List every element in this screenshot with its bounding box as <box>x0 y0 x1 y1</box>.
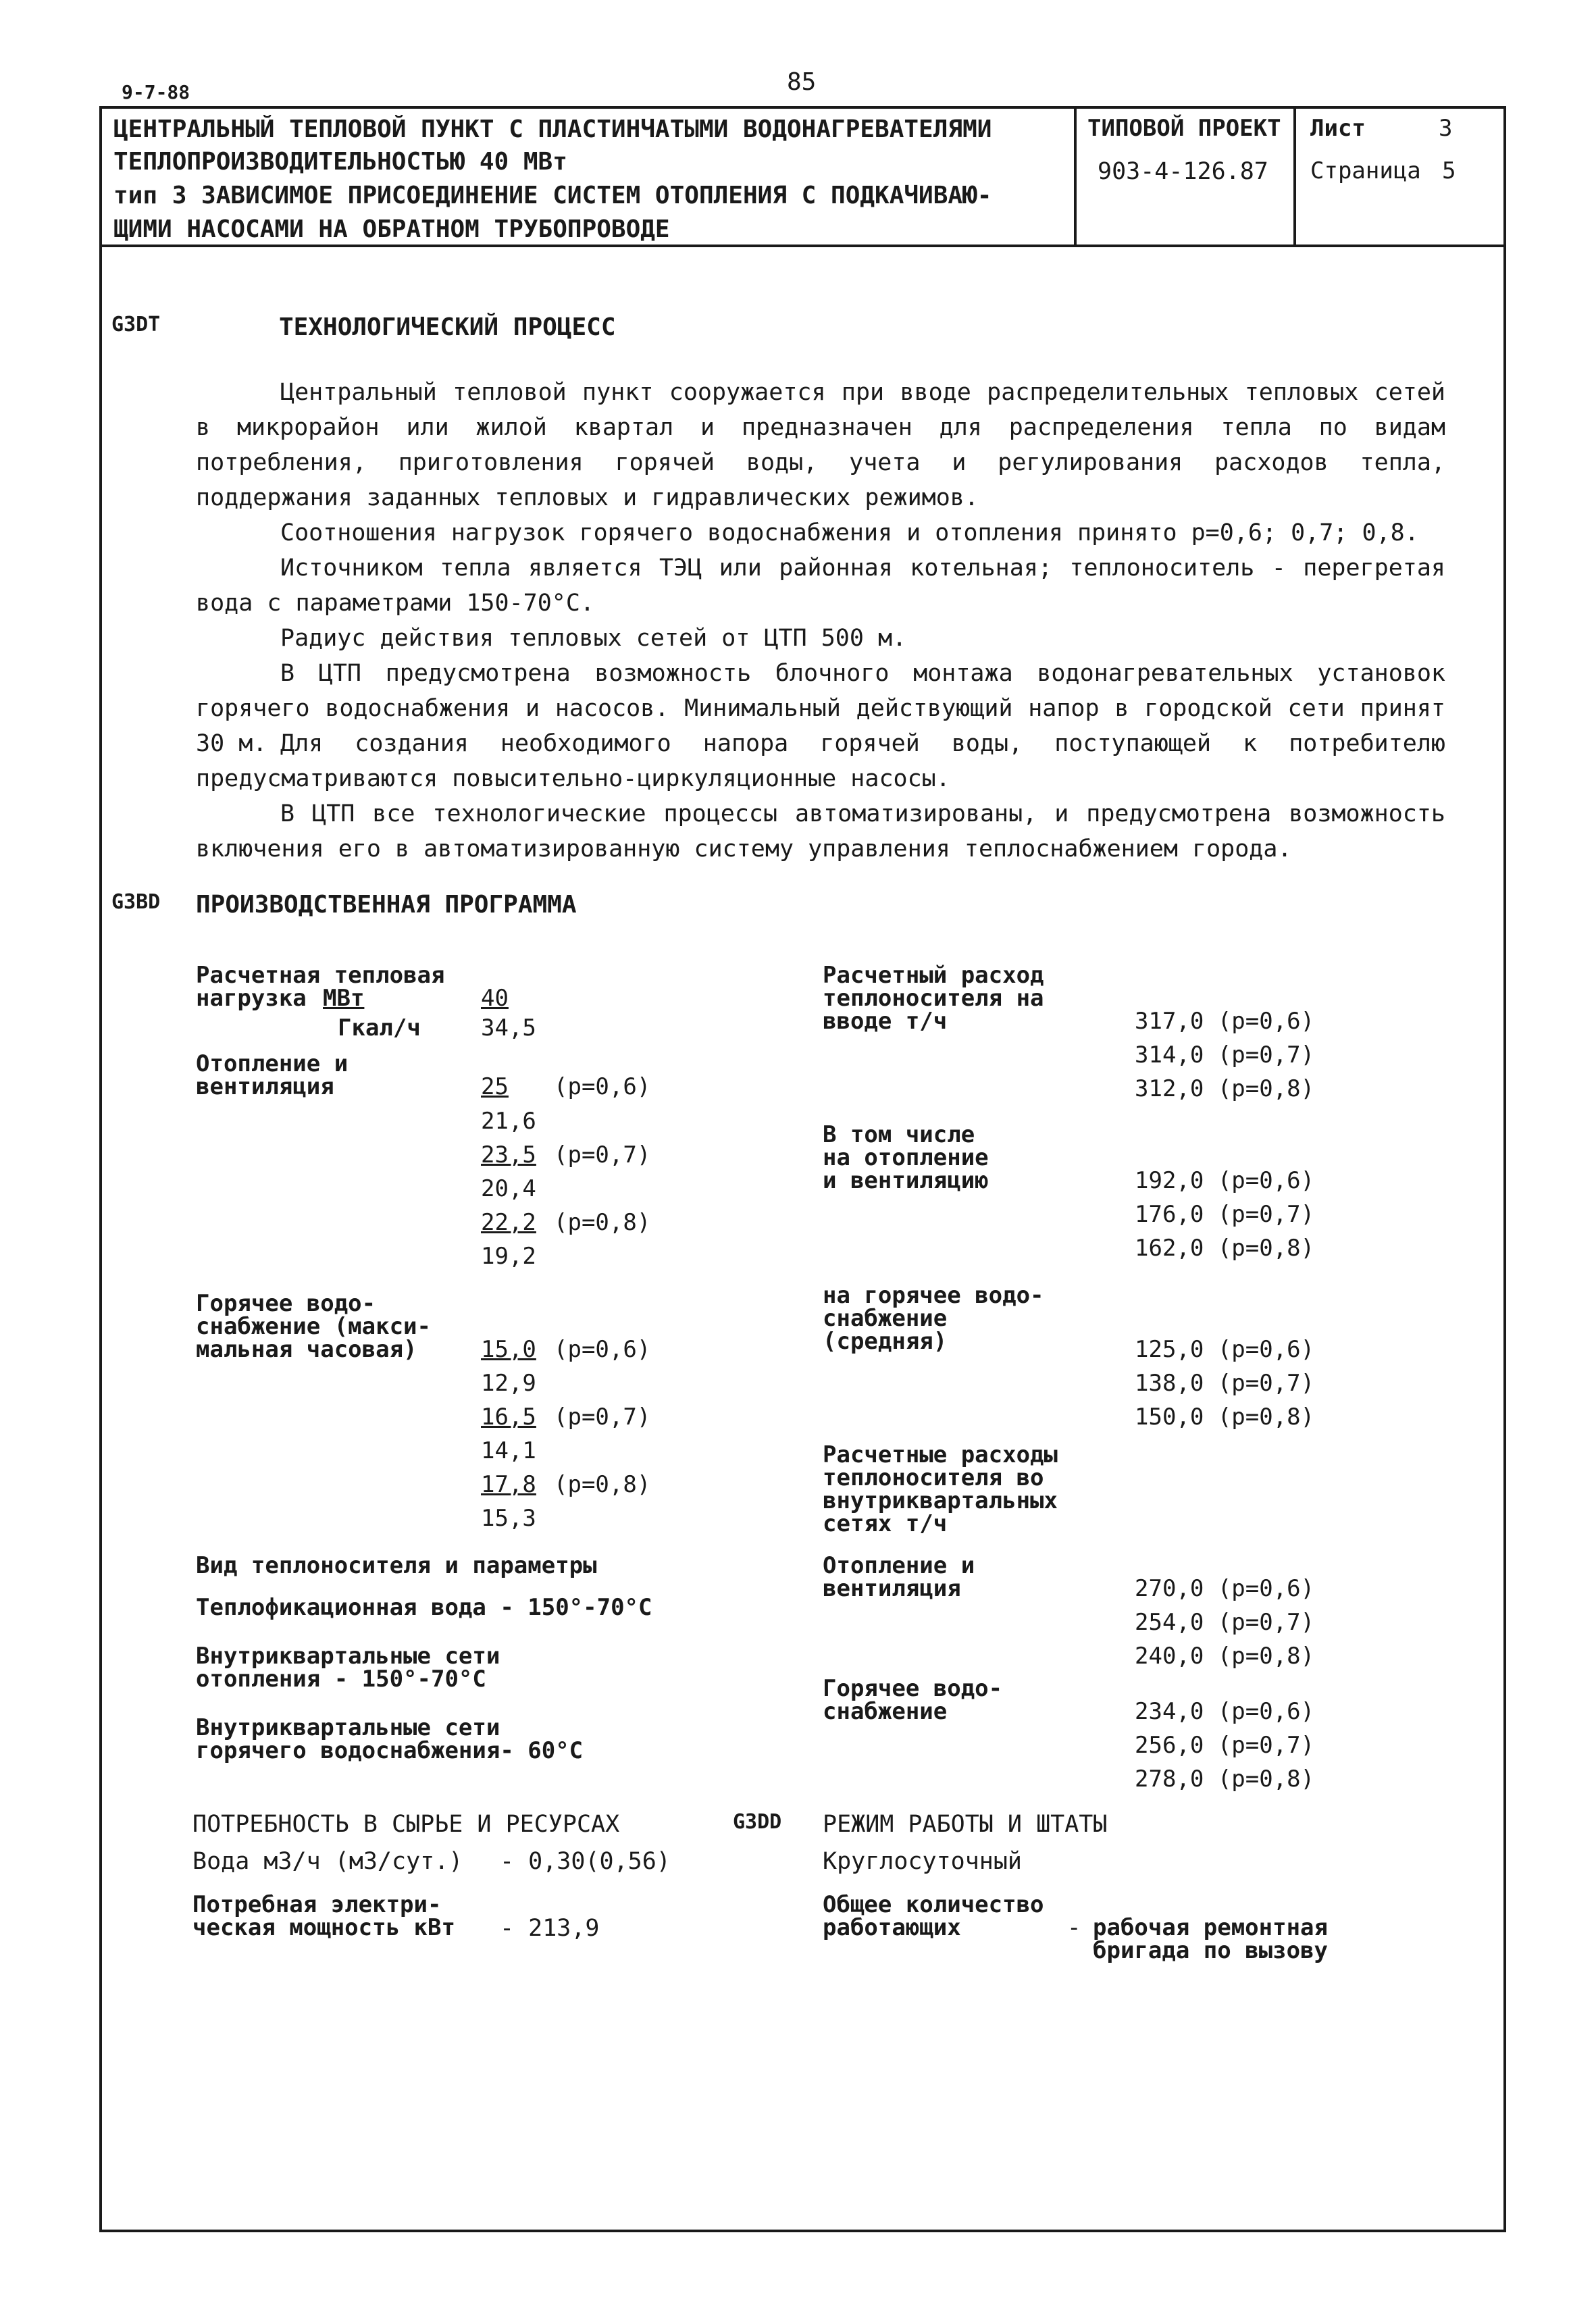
r-hw-value-1: 125,0 (р=0,6) <box>1135 1336 1315 1363</box>
carrier-1: Теплофикационная вода - 150°-70°С <box>196 1594 652 1621</box>
staff-value-2: бригада по вызову <box>1093 1937 1328 1964</box>
paragraph-7: В ЦТП все технологические процессы автоматизированы, и предусмотрена возможность включения его в автоматизированную систему управления теплоснабжением города. <box>196 800 1445 863</box>
carrier-2a: Внутриквартальные сети <box>196 1643 500 1670</box>
heating-gcal-1: 21,6 <box>481 1108 536 1135</box>
load-label-1: Расчетная тепловая <box>196 962 445 989</box>
page-value: 5 <box>1442 157 1456 184</box>
page-label: Страница <box>1310 157 1421 184</box>
heating-label-2: вентиляция <box>196 1073 334 1100</box>
net-label-4: сетях т/ч <box>823 1510 948 1537</box>
water-label: Вода м3/ч (м3/сут.) <box>192 1848 463 1875</box>
title-line-2: ТЕПЛОПРОИЗВОДИТЕЛЬНОСТЬЮ 40 МВт <box>113 148 567 176</box>
staff-label-1: Общее количество <box>823 1891 1044 1918</box>
paragraph-6: Для создания необходимого напора горячей воды, поступающей к потребителю предусматриваются повысительно-циркуляционные насосы. <box>196 730 1445 792</box>
title-block-vline-2 <box>1293 106 1296 246</box>
hw-gcal-3: 15,3 <box>481 1505 536 1532</box>
r-hw-label-3: (средняя) <box>823 1328 948 1355</box>
net-heat-label-2: вентиляция <box>823 1575 961 1602</box>
document-code: 9-7-88 <box>122 81 190 103</box>
incl-label-3: и вентиляцию <box>823 1167 989 1194</box>
incl-label-1: В том числе <box>823 1121 975 1148</box>
value-gcal: 34,5 <box>481 1014 536 1042</box>
inlet-label-2: теплоносителя на <box>823 985 1044 1012</box>
power-label-2: ческая мощность кВт <box>192 1914 455 1941</box>
sheet-label: Лист <box>1310 115 1366 142</box>
section3-code: G3DD <box>733 1810 782 1834</box>
net-heat-value-1: 270,0 (р=0,6) <box>1135 1575 1315 1602</box>
power-value: - 213,9 <box>500 1915 600 1942</box>
carrier-heading: Вид теплоносителя и параметры <box>196 1552 597 1579</box>
hw-label-2: снабжение (макси- <box>196 1313 431 1340</box>
incl-value-2: 176,0 (р=0,7) <box>1135 1201 1315 1228</box>
hw-label-3: мальная часовая) <box>196 1336 417 1363</box>
power-label-1: Потребная электри- <box>192 1891 442 1918</box>
heating-mw-2: 23,5 <box>481 1141 536 1168</box>
net-heat-value-3: 240,0 (р=0,8) <box>1135 1643 1315 1670</box>
inlet-label-1: Расчетный расход <box>823 962 1044 989</box>
inlet-value-3: 312,0 (р=0,8) <box>1135 1075 1315 1102</box>
heating-p-1: (р=0,6) <box>554 1073 651 1100</box>
heating-mw-1: 25 <box>481 1073 509 1100</box>
net-heat-label-1: Отопление и <box>823 1552 975 1579</box>
heating-mw-3: 22,2 <box>481 1209 536 1236</box>
page-number: 85 <box>787 68 817 96</box>
section1-code: G3DT <box>111 313 161 336</box>
hw-p-2: (р=0,7) <box>554 1404 651 1431</box>
section2-code: G3BD <box>111 890 161 914</box>
resources-heading: ПОТРЕБНОСТЬ В СЫРЬЕ И РЕСУРСАХ <box>192 1811 620 1838</box>
hw-p-1: (р=0,6) <box>554 1336 651 1363</box>
r-hw-label-2: снабжение <box>823 1305 948 1332</box>
heating-p-3: (р=0,8) <box>554 1209 651 1236</box>
staff-dash: - <box>1067 1914 1081 1941</box>
inlet-value-2: 314,0 (р=0,7) <box>1135 1042 1315 1069</box>
hw-mw-3: 17,8 <box>481 1471 536 1498</box>
incl-label-2: на отопление <box>823 1144 989 1171</box>
paragraph-1: Центральный тепловой пункт сооружается при вводе распределительных тепловых сетей в микрорайон или жилой квартал и предназначен для распределения тепла по видам потребления, приготовления горячей воды, учета и регулирования расходов тепла, поддержания заданных тепловых и гидравлических режимов. <box>196 379 1445 511</box>
title-line-4: ЩИМИ НАСОСАМИ НА ОБРАТНОМ ТРУБОПРОВОДЕ <box>113 215 670 243</box>
hw-p-3: (р=0,8) <box>554 1471 651 1498</box>
carrier-3b: горячего водоснабжения- 60°С <box>196 1737 584 1764</box>
heating-gcal-2: 20,4 <box>481 1175 536 1202</box>
title-line-1: ЦЕНТРАЛЬНЫЙ ТЕПЛОВОЙ ПУНКТ С ПЛАСТИНЧАТЫМИ ВОДОНАГРЕВАТЕЛЯМИ <box>113 115 992 143</box>
sheet-value: 3 <box>1439 115 1453 142</box>
section3-heading: РЕЖИМ РАБОТЫ И ШТАТЫ <box>823 1811 1108 1838</box>
project-number: 903-4-126.87 <box>1098 158 1268 185</box>
water-value: - 0,30(0,56) <box>500 1848 671 1875</box>
hw-gcal-2: 14,1 <box>481 1437 536 1464</box>
section2-heading: ПРОИЗВОДСТВЕННАЯ ПРОГРАММА <box>196 891 577 919</box>
incl-value-3: 162,0 (р=0,8) <box>1135 1235 1315 1262</box>
title-line-3: тип 3 ЗАВИСИМОЕ ПРИСОЕДИНЕНИЕ СИСТЕМ ОТОПЛЕНИЯ С ПОДКАЧИВАЮ- <box>113 182 992 209</box>
carrier-3a: Внутриквартальные сети <box>196 1714 500 1741</box>
net-label-3: внутриквартальных <box>823 1487 1058 1514</box>
r-hw-value-3: 150,0 (р=0,8) <box>1135 1404 1315 1431</box>
net-label-1: Расчетные расходы <box>823 1441 1058 1468</box>
heating-label-1: Отопление и <box>196 1050 349 1077</box>
title-block-vline-1 <box>1074 106 1077 246</box>
hw-label-1: Горячее водо- <box>196 1290 376 1317</box>
load-label-2: нагрузка <box>196 985 307 1012</box>
work-mode: Круглосуточный <box>823 1848 1023 1875</box>
paragraph-5: В ЦТП предусмотрена возможность блочного монтажа водонагревательных установок горячего водоснабжения и насосов. Минимальный действующий напор в городской сети принят 30 м. <box>196 660 1445 757</box>
paragraph-4: Радиус действия тепловых сетей от ЦТП 500 м. <box>280 625 907 652</box>
hw-mw-2: 16,5 <box>481 1404 536 1431</box>
net-hw-label-1: Горячее водо- <box>823 1675 1003 1702</box>
unit-gcal: Гкал/ч <box>338 1014 421 1042</box>
inlet-label-3: вводе т/ч <box>823 1008 948 1035</box>
unit-mw: МВт <box>323 985 365 1012</box>
net-hw-value-3: 278,0 (р=0,8) <box>1135 1766 1315 1793</box>
heating-p-2: (р=0,7) <box>554 1141 651 1168</box>
net-hw-label-2: снабжение <box>823 1698 948 1725</box>
r-hw-value-2: 138,0 (р=0,7) <box>1135 1370 1315 1397</box>
paragraph-2: Соотношения нагрузок горячего водоснабжения и отопления принято р=0,6; 0,7; 0,8. <box>280 519 1419 546</box>
incl-value-1: 192,0 (р=0,6) <box>1135 1167 1315 1194</box>
net-label-2: теплоносителя во <box>823 1464 1044 1491</box>
project-label: ТИПОВОЙ ПРОЕКТ <box>1087 115 1281 142</box>
carrier-2b: отопления - 150°-70°С <box>196 1666 486 1693</box>
hw-mw-1: 15,0 <box>481 1336 536 1363</box>
r-hw-label-1: на горячее водо- <box>823 1282 1044 1309</box>
inlet-value-1: 317,0 (р=0,6) <box>1135 1008 1315 1035</box>
hw-gcal-1: 12,9 <box>481 1370 536 1397</box>
net-hw-value-1: 234,0 (р=0,6) <box>1135 1698 1315 1725</box>
staff-label-2: работающих <box>823 1914 961 1941</box>
net-hw-value-2: 256,0 (р=0,7) <box>1135 1732 1315 1759</box>
section1-heading: ТЕХНОЛОГИЧЕСКИЙ ПРОЦЕСС <box>279 313 616 341</box>
paragraph-3: Источником тепла является ТЭЦ или районная котельная; теплоноситель - перегретая вода с параметрами 150-70°С. <box>196 555 1445 617</box>
heating-gcal-3: 19,2 <box>481 1243 536 1270</box>
net-heat-value-2: 254,0 (р=0,7) <box>1135 1609 1315 1636</box>
staff-value-1: рабочая ремонтная <box>1093 1914 1328 1941</box>
value-mw: 40 <box>481 985 509 1012</box>
